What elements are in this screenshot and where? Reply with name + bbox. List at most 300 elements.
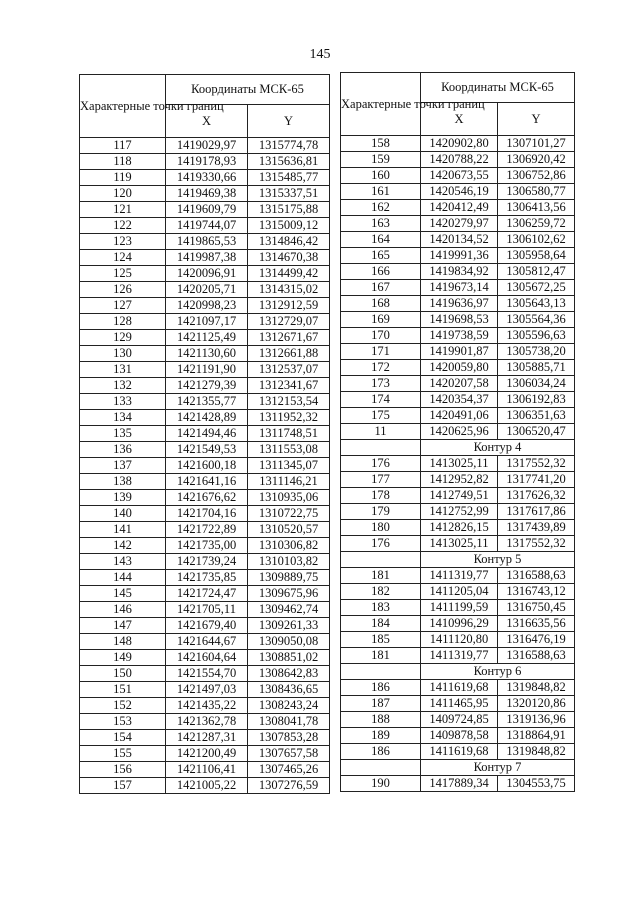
y-cell: 1305643,13 (498, 296, 575, 312)
table-row (80, 762, 330, 778)
point-cell: 152 (80, 698, 166, 714)
contour-empty-cell (341, 664, 421, 680)
y-cell: 1317552,32 (498, 456, 575, 472)
y-cell: 1315636,81 (248, 154, 330, 170)
table-row (80, 314, 330, 330)
x-cell: 1411319,77 (421, 568, 498, 584)
x-cell: 1420207,58 (421, 376, 498, 392)
x-cell: 1409878,58 (421, 728, 498, 744)
point-cell: 185 (341, 632, 421, 648)
point-cell: 120 (80, 186, 166, 202)
x-cell: 1421005,22 (166, 778, 248, 794)
point-cell: 121 (80, 202, 166, 218)
point-cell: 126 (80, 282, 166, 298)
table-row (341, 280, 575, 296)
x-cell: 1419865,53 (166, 234, 248, 250)
point-cell: 176 (341, 536, 421, 552)
point-cell: 162 (341, 200, 421, 216)
point-cell: 130 (80, 346, 166, 362)
x-cell: 1421679,40 (166, 618, 248, 634)
y-cell: 1317439,89 (498, 520, 575, 536)
table-row (80, 266, 330, 282)
point-cell: 146 (80, 602, 166, 618)
table-row (341, 728, 575, 744)
point-cell: 118 (80, 154, 166, 170)
point-cell: 154 (80, 730, 166, 746)
x-cell: 1419469,38 (166, 186, 248, 202)
y-cell: 1310103,82 (248, 554, 330, 570)
y-cell: 1315485,77 (248, 170, 330, 186)
x-cell: 1413025,11 (421, 456, 498, 472)
table-row (341, 152, 575, 168)
table-row (80, 186, 330, 202)
y-cell: 1316743,12 (498, 584, 575, 600)
x-cell: 1421200,49 (166, 746, 248, 762)
table-row (80, 154, 330, 170)
contour-label: Контур 5 (421, 552, 575, 568)
table-row (341, 632, 575, 648)
point-cell: 123 (80, 234, 166, 250)
point-cell: 165 (341, 248, 421, 264)
x-cell: 1420998,23 (166, 298, 248, 314)
table-row (341, 584, 575, 600)
table-row (341, 472, 575, 488)
y-cell: 1306034,24 (498, 376, 575, 392)
y-cell: 1319848,82 (498, 744, 575, 760)
y-cell: 1319136,96 (498, 712, 575, 728)
table-row (80, 330, 330, 346)
y-cell: 1306102,62 (498, 232, 575, 248)
contour-label: Контур 6 (421, 664, 575, 680)
contour-empty-cell (341, 760, 421, 776)
y-cell: 1312729,07 (248, 314, 330, 330)
table-row (341, 712, 575, 728)
y-cell: 1305885,71 (498, 360, 575, 376)
table-row (341, 616, 575, 632)
point-cell: 172 (341, 360, 421, 376)
table-row (80, 650, 330, 666)
table-body-left (80, 138, 330, 794)
point-cell: 117 (80, 138, 166, 154)
table-row (80, 138, 330, 154)
x-cell: 1420491,06 (421, 408, 498, 424)
x-cell: 1420788,22 (421, 152, 498, 168)
table-row (80, 426, 330, 442)
y-cell: 1316635,56 (498, 616, 575, 632)
table-row (80, 522, 330, 538)
contour-empty-cell (341, 552, 421, 568)
x-cell: 1421191,90 (166, 362, 248, 378)
table-row (80, 410, 330, 426)
x-cell: 1412749,51 (421, 488, 498, 504)
contour-row (341, 664, 575, 680)
point-cell: 177 (341, 472, 421, 488)
point-cell: 179 (341, 504, 421, 520)
x-cell: 1420625,96 (421, 424, 498, 440)
point-cell: 189 (341, 728, 421, 744)
table-row (341, 408, 575, 424)
x-cell: 1420059,80 (421, 360, 498, 376)
x-cell: 1411319,77 (421, 648, 498, 664)
x-cell: 1420546,19 (421, 184, 498, 200)
x-cell: 1421362,78 (166, 714, 248, 730)
point-cell: 167 (341, 280, 421, 296)
point-cell: 159 (341, 152, 421, 168)
point-cell: 125 (80, 266, 166, 282)
table-row (341, 216, 575, 232)
y-cell: 1314315,02 (248, 282, 330, 298)
table-row (80, 586, 330, 602)
y-cell: 1306192,83 (498, 392, 575, 408)
table-row (341, 296, 575, 312)
y-cell: 1311952,32 (248, 410, 330, 426)
x-cell: 1419744,07 (166, 218, 248, 234)
y-cell: 1309675,96 (248, 586, 330, 602)
table-row (341, 200, 575, 216)
point-cell: 145 (80, 586, 166, 602)
y-cell: 1308243,24 (248, 698, 330, 714)
x-cell: 1421287,31 (166, 730, 248, 746)
x-cell: 1421097,17 (166, 314, 248, 330)
point-cell: 173 (341, 376, 421, 392)
point-cell: 186 (341, 744, 421, 760)
table-row (80, 538, 330, 554)
point-cell: 181 (341, 568, 421, 584)
y-cell: 1312537,07 (248, 362, 330, 378)
point-cell: 149 (80, 650, 166, 666)
point-cell: 170 (341, 328, 421, 344)
x-cell: 1421494,46 (166, 426, 248, 442)
x-cell: 1421355,77 (166, 394, 248, 410)
point-cell: 169 (341, 312, 421, 328)
table-row (80, 234, 330, 250)
point-cell: 128 (80, 314, 166, 330)
table-row (80, 250, 330, 266)
point-cell: 129 (80, 330, 166, 346)
contour-row (341, 760, 575, 776)
y-cell: 1309462,74 (248, 602, 330, 618)
y-cell: 1317552,32 (498, 536, 575, 552)
table-row (80, 602, 330, 618)
point-cell: 136 (80, 442, 166, 458)
x-cell: 1412752,99 (421, 504, 498, 520)
table-row (80, 442, 330, 458)
x-cell: 1419609,79 (166, 202, 248, 218)
y-cell: 1305958,64 (498, 248, 575, 264)
table-row (341, 536, 575, 552)
point-cell: 174 (341, 392, 421, 408)
x-cell: 1420673,55 (421, 168, 498, 184)
point-cell: 182 (341, 584, 421, 600)
y-cell: 1307657,58 (248, 746, 330, 762)
x-cell: 1419029,97 (166, 138, 248, 154)
x-cell: 1421279,39 (166, 378, 248, 394)
y-cell: 1318864,91 (498, 728, 575, 744)
point-cell: 144 (80, 570, 166, 586)
point-cell: 140 (80, 506, 166, 522)
table-row (341, 568, 575, 584)
table-row (341, 456, 575, 472)
point-cell: 180 (341, 520, 421, 536)
x-cell: 1409724,85 (421, 712, 498, 728)
y-cell: 1315009,12 (248, 218, 330, 234)
y-cell: 1305564,36 (498, 312, 575, 328)
table-row (80, 554, 330, 570)
y-cell: 1312153,54 (248, 394, 330, 410)
y-cell: 1315337,51 (248, 186, 330, 202)
table-row (80, 394, 330, 410)
x-cell: 1411619,68 (421, 744, 498, 760)
coordinates-table-left (79, 74, 330, 794)
coordinates-table-right (340, 72, 575, 792)
y-cell: 1314670,38 (248, 250, 330, 266)
table-row (80, 202, 330, 218)
point-cell: 133 (80, 394, 166, 410)
x-cell: 1419636,97 (421, 296, 498, 312)
table-row (341, 424, 575, 440)
table-row (80, 570, 330, 586)
table-row (80, 282, 330, 298)
table-row (80, 298, 330, 314)
contour-row (341, 440, 575, 456)
point-cell: 153 (80, 714, 166, 730)
table-row (341, 392, 575, 408)
point-cell: 157 (80, 778, 166, 794)
y-cell: 1315774,78 (248, 138, 330, 154)
y-cell: 1315175,88 (248, 202, 330, 218)
point-cell: 178 (341, 488, 421, 504)
x-cell: 1419673,14 (421, 280, 498, 296)
x-cell: 1420412,49 (421, 200, 498, 216)
contour-label: Контур 4 (421, 440, 575, 456)
x-cell: 1421676,62 (166, 490, 248, 506)
table-body-right (341, 136, 575, 792)
y-cell: 1310520,57 (248, 522, 330, 538)
table-row (341, 776, 575, 792)
table-row (80, 698, 330, 714)
y-cell: 1308642,83 (248, 666, 330, 682)
y-cell: 1305738,20 (498, 344, 575, 360)
x-cell: 1411205,04 (421, 584, 498, 600)
y-cell: 1314846,42 (248, 234, 330, 250)
y-cell: 1306520,47 (498, 424, 575, 440)
point-cell: 139 (80, 490, 166, 506)
x-cell: 1421641,16 (166, 474, 248, 490)
point-cell: 143 (80, 554, 166, 570)
table-row (80, 730, 330, 746)
y-cell: 1309261,33 (248, 618, 330, 634)
y-cell: 1311146,21 (248, 474, 330, 490)
table-row (341, 648, 575, 664)
point-cell: 11 (341, 424, 421, 440)
table-row (341, 328, 575, 344)
table-row (80, 714, 330, 730)
y-header: Y (498, 103, 575, 136)
point-cell: 124 (80, 250, 166, 266)
y-cell: 1308041,78 (248, 714, 330, 730)
page-number: 145 (309, 47, 331, 62)
y-cell: 1316476,19 (498, 632, 575, 648)
y-cell: 1305812,47 (498, 264, 575, 280)
point-cell: 127 (80, 298, 166, 314)
x-cell: 1421130,60 (166, 346, 248, 362)
point-cell: 137 (80, 458, 166, 474)
point-cell: 161 (341, 184, 421, 200)
y-cell: 1310722,75 (248, 506, 330, 522)
table-row (80, 170, 330, 186)
contour-row (341, 552, 575, 568)
y-cell: 1311345,07 (248, 458, 330, 474)
x-cell: 1421600,18 (166, 458, 248, 474)
x-cell: 1419698,53 (421, 312, 498, 328)
table-row (341, 344, 575, 360)
point-cell: 171 (341, 344, 421, 360)
table-row (341, 376, 575, 392)
x-header: X (166, 105, 248, 138)
table-row (341, 184, 575, 200)
x-cell: 1411465,95 (421, 696, 498, 712)
y-cell: 1312671,67 (248, 330, 330, 346)
x-cell: 1420096,91 (166, 266, 248, 282)
y-cell: 1305596,63 (498, 328, 575, 344)
x-cell: 1421554,70 (166, 666, 248, 682)
x-cell: 1413025,11 (421, 536, 498, 552)
table-row (341, 600, 575, 616)
x-cell: 1421735,00 (166, 538, 248, 554)
table-row (80, 506, 330, 522)
y-cell: 1306259,72 (498, 216, 575, 232)
y-cell: 1311553,08 (248, 442, 330, 458)
x-cell: 1412826,15 (421, 520, 498, 536)
y-cell: 1310935,06 (248, 490, 330, 506)
x-cell: 1421722,89 (166, 522, 248, 538)
point-cell: 122 (80, 218, 166, 234)
point-cell: 151 (80, 682, 166, 698)
y-cell: 1317741,20 (498, 472, 575, 488)
y-cell: 1305672,25 (498, 280, 575, 296)
y-cell: 1317626,32 (498, 488, 575, 504)
y-cell: 1306351,63 (498, 408, 575, 424)
point-cell: 131 (80, 362, 166, 378)
table-row (80, 346, 330, 362)
y-cell: 1306580,77 (498, 184, 575, 200)
y-cell: 1306920,42 (498, 152, 575, 168)
y-cell: 1311748,51 (248, 426, 330, 442)
y-cell: 1304553,75 (498, 776, 575, 792)
table-row (80, 458, 330, 474)
point-cell: 134 (80, 410, 166, 426)
point-cell: 160 (341, 168, 421, 184)
point-cell: 184 (341, 616, 421, 632)
x-cell: 1420354,37 (421, 392, 498, 408)
point-cell: 141 (80, 522, 166, 538)
y-cell: 1309050,08 (248, 634, 330, 650)
point-cell: 166 (341, 264, 421, 280)
table-row (80, 682, 330, 698)
x-cell: 1421739,24 (166, 554, 248, 570)
point-cell: 175 (341, 408, 421, 424)
x-cell: 1420205,71 (166, 282, 248, 298)
y-cell: 1316588,63 (498, 568, 575, 584)
x-cell: 1421735,85 (166, 570, 248, 586)
x-cell: 1411619,68 (421, 680, 498, 696)
y-cell: 1312912,59 (248, 298, 330, 314)
point-cell: 183 (341, 600, 421, 616)
point-cell: 142 (80, 538, 166, 554)
x-cell: 1421704,16 (166, 506, 248, 522)
y-cell: 1309889,75 (248, 570, 330, 586)
y-cell: 1312341,67 (248, 378, 330, 394)
y-cell: 1307101,27 (498, 136, 575, 152)
points-header: Характерные точки границ (80, 75, 166, 138)
x-header: X (421, 103, 498, 136)
table-row (80, 618, 330, 634)
point-cell: 156 (80, 762, 166, 778)
table-row (341, 504, 575, 520)
x-cell: 1421549,53 (166, 442, 248, 458)
table-row (80, 666, 330, 682)
point-cell: 155 (80, 746, 166, 762)
x-cell: 1410996,29 (421, 616, 498, 632)
table-row (341, 488, 575, 504)
table-row (80, 778, 330, 794)
table-row (341, 168, 575, 184)
point-cell: 168 (341, 296, 421, 312)
table-row (341, 744, 575, 760)
x-cell: 1419330,66 (166, 170, 248, 186)
y-cell: 1307853,28 (248, 730, 330, 746)
point-cell: 119 (80, 170, 166, 186)
y-cell: 1307465,26 (248, 762, 330, 778)
x-cell: 1419178,93 (166, 154, 248, 170)
table-row (341, 680, 575, 696)
point-cell: 181 (341, 648, 421, 664)
table-row (341, 136, 575, 152)
point-cell: 138 (80, 474, 166, 490)
x-cell: 1421705,11 (166, 602, 248, 618)
y-cell: 1306413,56 (498, 200, 575, 216)
table-row (341, 264, 575, 280)
table-row (341, 520, 575, 536)
x-cell: 1411199,59 (421, 600, 498, 616)
y-cell: 1319848,82 (498, 680, 575, 696)
table-row (80, 490, 330, 506)
point-cell: 132 (80, 378, 166, 394)
x-cell: 1421604,64 (166, 650, 248, 666)
contour-empty-cell (341, 440, 421, 456)
point-cell: 148 (80, 634, 166, 650)
y-header: Y (248, 105, 330, 138)
point-cell: 163 (341, 216, 421, 232)
point-cell: 186 (341, 680, 421, 696)
x-cell: 1420902,80 (421, 136, 498, 152)
y-cell: 1308436,65 (248, 682, 330, 698)
point-cell: 158 (341, 136, 421, 152)
y-cell: 1310306,82 (248, 538, 330, 554)
table-row (341, 232, 575, 248)
x-cell: 1419991,36 (421, 248, 498, 264)
coords-header: Координаты МСК-65 (166, 75, 330, 105)
x-cell: 1419738,59 (421, 328, 498, 344)
x-cell: 1421724,47 (166, 586, 248, 602)
table-row (80, 634, 330, 650)
table-row (80, 378, 330, 394)
x-cell: 1419987,38 (166, 250, 248, 266)
table-row (341, 360, 575, 376)
x-cell: 1419901,87 (421, 344, 498, 360)
x-cell: 1421435,22 (166, 698, 248, 714)
y-cell: 1312661,88 (248, 346, 330, 362)
